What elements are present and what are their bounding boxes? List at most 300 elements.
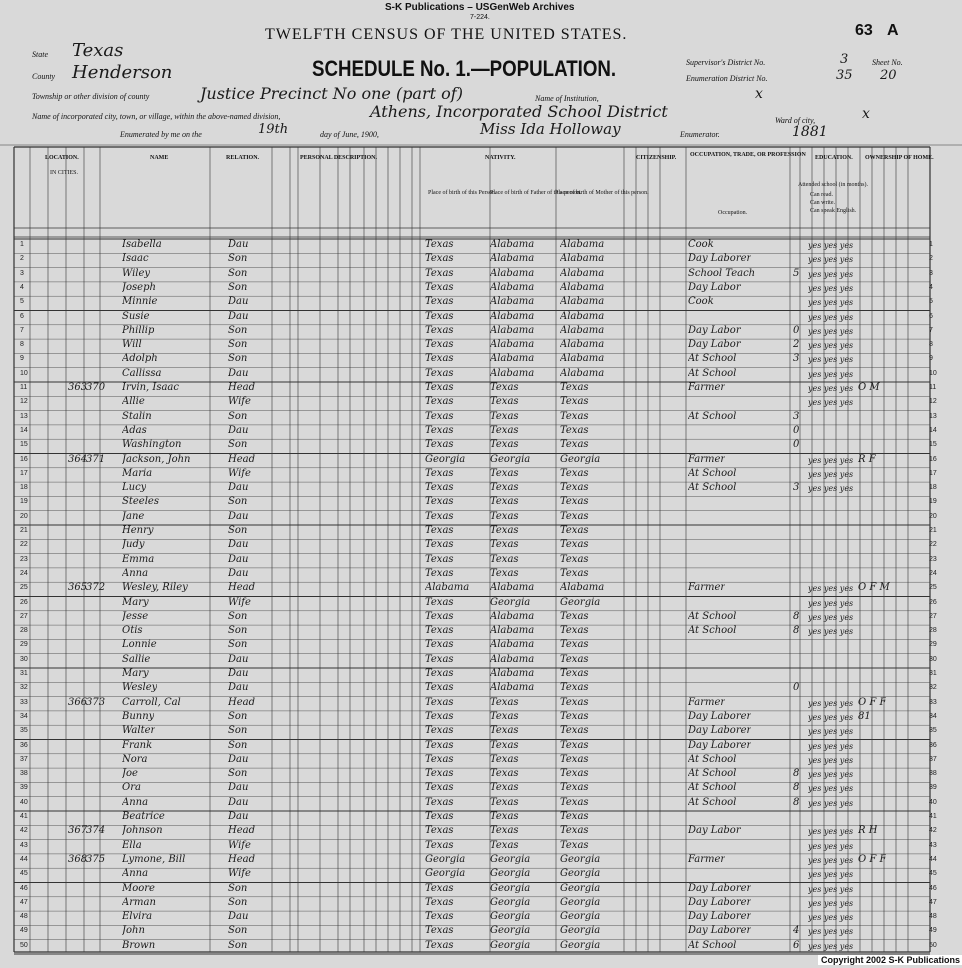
relation: Son bbox=[228, 710, 248, 722]
person-name: Adolph bbox=[122, 353, 158, 365]
months-school: 0 bbox=[793, 324, 800, 336]
birthplace-mother: Alabama bbox=[560, 367, 605, 379]
col-location: LOCATION. bbox=[45, 155, 79, 161]
census-title: TWELFTH CENSUS OF THE UNITED STATES. bbox=[265, 26, 628, 43]
row-number-left: 48 bbox=[20, 913, 28, 921]
occupation: At School bbox=[688, 410, 737, 422]
relation: Dau bbox=[228, 796, 249, 808]
row-number-right: 11 bbox=[929, 384, 937, 391]
relation: Son bbox=[228, 353, 248, 365]
birthplace-person: Texas bbox=[425, 281, 454, 293]
relation: Dau bbox=[228, 510, 249, 522]
row-number-right: 24 bbox=[929, 569, 937, 577]
birthplace-person: Texas bbox=[425, 496, 454, 508]
birthplace-person: Texas bbox=[425, 639, 454, 651]
birthplace-father: Alabama bbox=[490, 653, 535, 665]
months-school: 5 bbox=[793, 267, 800, 279]
occupation: Day Laborer bbox=[688, 710, 752, 722]
birthplace-mother: Texas bbox=[560, 382, 589, 393]
incorporated-value: Athens, Incorporated School District bbox=[370, 102, 668, 121]
person-name: Callissa bbox=[122, 367, 162, 379]
row-number-right: 45 bbox=[929, 870, 937, 878]
birthplace-father: Georgia bbox=[490, 853, 531, 865]
enum-district-label: Enumeration District No. bbox=[686, 74, 768, 83]
education-marks: yes yes yes bbox=[808, 898, 854, 908]
education-marks: yes yes yes bbox=[808, 841, 854, 851]
birthplace-person: Texas bbox=[425, 539, 454, 551]
birthplace-person: Texas bbox=[425, 839, 454, 851]
col-name: NAME bbox=[150, 155, 169, 161]
col-occupation: OCCUPATION, TRADE, OR PROFESSION bbox=[690, 152, 806, 158]
birthplace-father: Georgia bbox=[490, 939, 531, 951]
birthplace-person: Texas bbox=[425, 367, 454, 379]
months-school: 4 bbox=[793, 925, 800, 937]
occupation: Day Labor bbox=[688, 339, 741, 351]
person-name: Lonnie bbox=[122, 639, 157, 651]
row-number-left: 33 bbox=[20, 698, 28, 706]
occupation: Day Laborer bbox=[688, 896, 752, 908]
birthplace-father: Texas bbox=[490, 710, 519, 722]
person-name: Henry bbox=[122, 525, 154, 536]
row-number-right: 29 bbox=[929, 641, 937, 649]
birthplace-mother: Texas bbox=[560, 553, 589, 565]
birthplace-father: Alabama bbox=[490, 239, 535, 250]
relation: Dau bbox=[228, 567, 249, 579]
education-marks: yes yes yes bbox=[808, 469, 854, 479]
education-marks: yes yes yes bbox=[808, 755, 854, 765]
person-name: Isabella bbox=[122, 239, 162, 250]
row-number-left: 40 bbox=[20, 798, 28, 806]
birthplace-mother: Texas bbox=[560, 825, 589, 837]
education-marks: yes yes yes bbox=[808, 884, 854, 894]
birthplace-mother: Texas bbox=[560, 482, 589, 494]
nativity-sub-person: Place of birth of this Person. bbox=[428, 190, 497, 196]
birthplace-mother: Alabama bbox=[560, 339, 605, 351]
row-number-left: 15 bbox=[20, 441, 28, 449]
row-number-right: 7 bbox=[929, 326, 933, 334]
row-number-right: 15 bbox=[929, 441, 937, 449]
birthplace-father: Texas bbox=[490, 825, 519, 837]
person-name: Joe bbox=[122, 768, 138, 780]
birthplace-mother: Texas bbox=[560, 710, 589, 722]
months-school: 2 bbox=[793, 339, 800, 351]
birthplace-person: Texas bbox=[425, 825, 454, 837]
education-marks: yes yes yes bbox=[808, 913, 854, 923]
dwelling-number: 365 bbox=[68, 582, 88, 594]
person-name: Sallie bbox=[122, 653, 151, 665]
birthplace-father: Alabama bbox=[490, 267, 535, 279]
occupation: Day Laborer bbox=[688, 253, 752, 265]
row-number-right: 20 bbox=[929, 512, 937, 520]
person-name: Carroll, Cal bbox=[122, 696, 181, 708]
occupation: Day Laborer bbox=[688, 739, 752, 751]
relation: Son bbox=[228, 339, 248, 351]
enumerator-name: Miss Ida Holloway bbox=[480, 120, 621, 138]
birthplace-father: Alabama bbox=[490, 339, 535, 351]
person-name: Steeles bbox=[122, 496, 159, 508]
education-marks: yes yes yes bbox=[808, 627, 854, 637]
birthplace-father: Texas bbox=[490, 839, 519, 851]
relation: Dau bbox=[228, 553, 249, 565]
education-marks: yes yes yes bbox=[808, 283, 854, 293]
birthplace-mother: Texas bbox=[560, 668, 589, 679]
birthplace-person: Texas bbox=[425, 753, 454, 765]
family-number: 375 bbox=[86, 853, 106, 865]
birthplace-mother: Texas bbox=[560, 639, 589, 651]
family-number: 373 bbox=[86, 696, 106, 708]
birthplace-person: Texas bbox=[425, 610, 454, 622]
birthplace-father: Texas bbox=[490, 424, 519, 436]
row-number-right: 26 bbox=[929, 598, 937, 606]
occupation-sub: Occupation. bbox=[718, 210, 748, 216]
relation: Son bbox=[228, 639, 248, 651]
dwelling-number: 367 bbox=[68, 825, 88, 837]
birthplace-mother: Texas bbox=[560, 739, 589, 751]
occupation: At School bbox=[688, 939, 737, 951]
occupation: At School bbox=[688, 482, 737, 494]
occupation: At School bbox=[688, 353, 737, 365]
birthplace-mother: Georgia bbox=[560, 453, 601, 465]
institution-value: x bbox=[755, 86, 763, 102]
row-number-right: 49 bbox=[929, 927, 937, 935]
education-marks: yes yes yes bbox=[808, 455, 854, 465]
months-school: 8 bbox=[793, 782, 800, 794]
birthplace-mother: Alabama bbox=[560, 324, 605, 336]
relation: Head bbox=[228, 825, 256, 837]
row-number-right: 28 bbox=[929, 627, 937, 635]
state-label: State bbox=[32, 50, 48, 59]
relation: Dau bbox=[228, 811, 249, 822]
person-name: Anna bbox=[122, 868, 149, 880]
relation: Son bbox=[228, 725, 248, 737]
publisher-banner: S-K Publications – USGenWeb Archives bbox=[385, 2, 575, 13]
birthplace-person: Texas bbox=[425, 725, 454, 737]
education-marks: yes yes yes bbox=[808, 369, 854, 379]
occupation: At School bbox=[688, 367, 737, 379]
relation: Son bbox=[228, 410, 248, 422]
birthplace-father: Alabama bbox=[490, 639, 535, 651]
birthplace-person: Texas bbox=[425, 396, 454, 408]
row-number-right: 46 bbox=[929, 884, 937, 892]
row-number-right: 22 bbox=[929, 541, 937, 549]
birthplace-mother: Texas bbox=[560, 410, 589, 422]
birthplace-father: Georgia bbox=[490, 911, 531, 923]
birthplace-mother: Texas bbox=[560, 782, 589, 794]
row-number-right: 33 bbox=[929, 698, 937, 706]
row-number-right: 37 bbox=[929, 755, 937, 763]
relation: Dau bbox=[228, 653, 249, 665]
home-ownership: O F F bbox=[858, 696, 887, 708]
birthplace-mother: Alabama bbox=[560, 267, 605, 279]
relation: Dau bbox=[228, 296, 249, 308]
page-number: 63 bbox=[855, 22, 873, 39]
relation: Dau bbox=[228, 782, 249, 794]
birthplace-person: Texas bbox=[425, 253, 454, 265]
occupation: Day Labor bbox=[688, 825, 741, 837]
supervisor-label: Supervisor's District No. bbox=[686, 58, 766, 67]
birthplace-mother: Georgia bbox=[560, 911, 601, 923]
relation: Son bbox=[228, 281, 248, 293]
birthplace-father: Alabama bbox=[490, 324, 535, 336]
birthplace-father: Alabama bbox=[490, 582, 535, 594]
birthplace-father: Alabama bbox=[490, 610, 535, 622]
home-ownership: R F bbox=[858, 453, 876, 465]
row-number-right: 13 bbox=[929, 412, 937, 420]
row-number-right: 5 bbox=[929, 298, 933, 306]
birthplace-person: Texas bbox=[425, 768, 454, 780]
months-school: 3 bbox=[793, 482, 800, 494]
relation: Dau bbox=[228, 367, 249, 379]
birthplace-person: Texas bbox=[425, 668, 454, 679]
birthplace-father: Texas bbox=[490, 725, 519, 737]
birthplace-person: Texas bbox=[425, 682, 454, 694]
person-name: Moore bbox=[122, 882, 155, 894]
occupation: Farmer bbox=[688, 382, 726, 393]
person-name: Mary bbox=[122, 668, 149, 679]
row-number-right: 19 bbox=[929, 498, 937, 506]
education-marks: yes yes yes bbox=[808, 341, 854, 351]
row-number-right: 6 bbox=[929, 312, 933, 320]
person-name: Brown bbox=[122, 939, 156, 951]
person-name: Wesley, Riley bbox=[122, 582, 188, 594]
birthplace-father: Texas bbox=[490, 768, 519, 780]
months-school: 8 bbox=[793, 768, 800, 780]
incorporated-label: Name of incorporated city, town, or village, within the above-named division, bbox=[32, 112, 281, 121]
row-number-left: 22 bbox=[20, 541, 28, 549]
person-name: Lymone, Bill bbox=[122, 853, 186, 865]
row-number-left: 31 bbox=[20, 670, 28, 677]
family-number: 370 bbox=[86, 382, 106, 393]
months-school: 6 bbox=[793, 939, 800, 951]
enum-district-value: 35 bbox=[836, 68, 853, 83]
row-number-left: 26 bbox=[20, 598, 28, 606]
birthplace-person: Texas bbox=[425, 911, 454, 923]
birthplace-mother: Georgia bbox=[560, 939, 601, 951]
row-number-right: 3 bbox=[929, 269, 933, 277]
row-number-right: 34 bbox=[929, 712, 937, 720]
row-number-right: 43 bbox=[929, 841, 937, 849]
row-number-right: 18 bbox=[929, 484, 937, 492]
birthplace-father: Alabama bbox=[490, 625, 535, 637]
person-name: Mary bbox=[122, 596, 149, 608]
row-number-left: 38 bbox=[20, 770, 28, 778]
birthplace-father: Texas bbox=[490, 811, 519, 822]
birthplace-person: Texas bbox=[425, 410, 454, 422]
months-school: 0 bbox=[793, 439, 800, 451]
col-nativity: NATIVITY. bbox=[485, 155, 516, 161]
relation: Son bbox=[228, 925, 248, 937]
row-number-right: 12 bbox=[929, 398, 937, 406]
relation: Head bbox=[228, 696, 256, 708]
birthplace-person: Texas bbox=[425, 653, 454, 665]
home-ownership: R H bbox=[858, 825, 878, 837]
relation: Son bbox=[228, 496, 248, 508]
relation: Son bbox=[228, 882, 248, 894]
relation: Wife bbox=[228, 868, 251, 880]
person-name: Arman bbox=[122, 896, 156, 908]
col-education: EDUCATION. bbox=[815, 155, 853, 161]
birthplace-father: Alabama bbox=[490, 310, 535, 322]
relation: Son bbox=[228, 525, 248, 536]
location-sub: IN CITIES. bbox=[50, 170, 78, 176]
person-name: Anna bbox=[122, 567, 149, 579]
birthplace-father: Alabama bbox=[490, 353, 535, 365]
row-number-left: 5 bbox=[20, 298, 24, 306]
institution-label: Name of Institution, bbox=[535, 94, 599, 103]
person-name: Maria bbox=[122, 467, 153, 479]
row-number-right: 4 bbox=[929, 283, 933, 291]
row-number-right: 44 bbox=[929, 855, 937, 863]
months-school: 3 bbox=[793, 353, 800, 365]
relation: Son bbox=[228, 896, 248, 908]
occupation: Cook bbox=[688, 239, 714, 250]
birthplace-mother: Georgia bbox=[560, 853, 601, 865]
relation: Dau bbox=[228, 482, 249, 494]
person-name: Jesse bbox=[122, 610, 149, 622]
occupation: Farmer bbox=[688, 582, 726, 594]
row-number-left: 32 bbox=[20, 684, 28, 692]
birthplace-person: Texas bbox=[425, 696, 454, 708]
person-name: Lucy bbox=[122, 482, 147, 494]
row-number-left: 2 bbox=[20, 255, 24, 263]
person-name: Phillip bbox=[122, 324, 155, 336]
relation: Son bbox=[228, 253, 248, 265]
relation: Son bbox=[228, 939, 248, 951]
occupation: At School bbox=[688, 467, 737, 479]
birthplace-person: Texas bbox=[425, 239, 454, 250]
row-number-right: 25 bbox=[929, 584, 937, 592]
person-name: Ella bbox=[122, 839, 142, 851]
occupation: At School bbox=[688, 610, 737, 622]
person-name: Adas bbox=[122, 424, 147, 436]
birthplace-mother: Texas bbox=[560, 539, 589, 551]
education-marks: yes yes yes bbox=[808, 941, 854, 951]
row-number-right: 9 bbox=[929, 355, 933, 363]
row-number-left: 3 bbox=[20, 269, 24, 277]
page-letter: A bbox=[887, 22, 899, 39]
sheet-value: 20 bbox=[880, 68, 897, 83]
person-name: Frank bbox=[122, 739, 153, 751]
occupation: At School bbox=[688, 768, 737, 780]
birthplace-mother: Texas bbox=[560, 567, 589, 579]
relation: Dau bbox=[228, 911, 249, 923]
birthplace-father: Alabama bbox=[490, 668, 535, 679]
supervisor-value: 3 bbox=[840, 52, 849, 67]
education-sub-english: Can speak English. bbox=[810, 208, 857, 214]
row-number-right: 14 bbox=[929, 426, 937, 434]
birthplace-father: Texas bbox=[490, 753, 519, 765]
row-number-left: 35 bbox=[20, 727, 28, 735]
home-ownership: O F M bbox=[858, 582, 890, 594]
birthplace-mother: Texas bbox=[560, 753, 589, 765]
education-sub-read: Can read. bbox=[810, 192, 833, 198]
birthplace-mother: Texas bbox=[560, 796, 589, 808]
birthplace-father: Texas bbox=[490, 467, 519, 479]
row-number-left: 25 bbox=[20, 584, 28, 592]
row-number-right: 8 bbox=[929, 341, 933, 349]
birthplace-person: Texas bbox=[425, 467, 454, 479]
row-number-right: 36 bbox=[929, 741, 937, 749]
education-marks: yes yes yes bbox=[808, 698, 854, 708]
education-marks: yes yes yes bbox=[808, 598, 854, 608]
row-number-left: 21 bbox=[20, 527, 28, 534]
birthplace-person: Texas bbox=[425, 296, 454, 308]
relation: Dau bbox=[228, 668, 249, 679]
home-ownership: 81 bbox=[858, 710, 871, 722]
schedule-title: SCHEDULE No. 1.—POPULATION. bbox=[312, 56, 617, 81]
col-personal: PERSONAL DESCRIPTION. bbox=[300, 155, 378, 161]
row-number-left: 20 bbox=[20, 512, 28, 520]
birthplace-mother: Texas bbox=[560, 610, 589, 622]
row-number-left: 46 bbox=[20, 884, 28, 892]
relation: Dau bbox=[228, 310, 249, 322]
relation: Son bbox=[228, 625, 248, 637]
birthplace-person: Texas bbox=[425, 796, 454, 808]
row-number-left: 30 bbox=[20, 655, 28, 663]
relation: Son bbox=[228, 267, 248, 279]
education-marks: yes yes yes bbox=[808, 798, 854, 808]
row-number-right: 31 bbox=[929, 670, 937, 677]
person-name: Irvin, Isaac bbox=[122, 382, 179, 393]
birthplace-mother: Texas bbox=[560, 768, 589, 780]
row-number-left: 44 bbox=[20, 855, 28, 863]
birthplace-person: Texas bbox=[425, 710, 454, 722]
birthplace-person: Texas bbox=[425, 267, 454, 279]
birthplace-father: Texas bbox=[490, 739, 519, 751]
row-number-right: 27 bbox=[929, 612, 937, 620]
row-number-left: 12 bbox=[20, 398, 28, 406]
birthplace-mother: Texas bbox=[560, 682, 589, 694]
education-marks: yes yes yes bbox=[808, 298, 854, 308]
occupation: Cook bbox=[688, 296, 714, 308]
person-name: Isaac bbox=[122, 253, 149, 265]
occupation: Farmer bbox=[688, 853, 726, 865]
row-number-left: 37 bbox=[20, 755, 28, 763]
relation: Son bbox=[228, 739, 248, 751]
row-number-left: 13 bbox=[20, 412, 28, 420]
row-number-right: 47 bbox=[929, 898, 937, 906]
education-marks: yes yes yes bbox=[808, 312, 854, 322]
row-number-right: 2 bbox=[929, 255, 933, 263]
education-marks: yes yes yes bbox=[808, 712, 854, 722]
birthplace-father: Texas bbox=[490, 696, 519, 708]
birthplace-father: Georgia bbox=[490, 596, 531, 608]
person-name: Will bbox=[122, 339, 142, 351]
birthplace-father: Texas bbox=[490, 539, 519, 551]
row-number-left: 11 bbox=[20, 384, 28, 391]
person-name: Nora bbox=[122, 753, 148, 765]
row-number-right: 38 bbox=[929, 770, 937, 778]
birthplace-father: Georgia bbox=[490, 925, 531, 937]
row-number-left: 29 bbox=[20, 641, 28, 649]
row-number-left: 47 bbox=[20, 898, 28, 906]
col-ownership: OWNERSHIP OF HOME. bbox=[865, 155, 934, 161]
education-marks: yes yes yes bbox=[808, 855, 854, 865]
birthplace-father: Texas bbox=[490, 796, 519, 808]
birthplace-person: Texas bbox=[425, 510, 454, 522]
row-number-right: 39 bbox=[929, 784, 937, 792]
row-number-right: 41 bbox=[929, 813, 937, 820]
relation: Son bbox=[228, 439, 248, 451]
birthplace-person: Georgia bbox=[425, 868, 466, 880]
row-number-right: 48 bbox=[929, 913, 937, 921]
birthplace-person: Texas bbox=[425, 925, 454, 937]
months-school: 8 bbox=[793, 610, 800, 622]
education-marks: yes yes yes bbox=[808, 584, 854, 594]
person-name: Anna bbox=[122, 796, 149, 808]
row-number-right: 17 bbox=[929, 469, 937, 477]
person-name: Beatrice bbox=[122, 811, 165, 822]
